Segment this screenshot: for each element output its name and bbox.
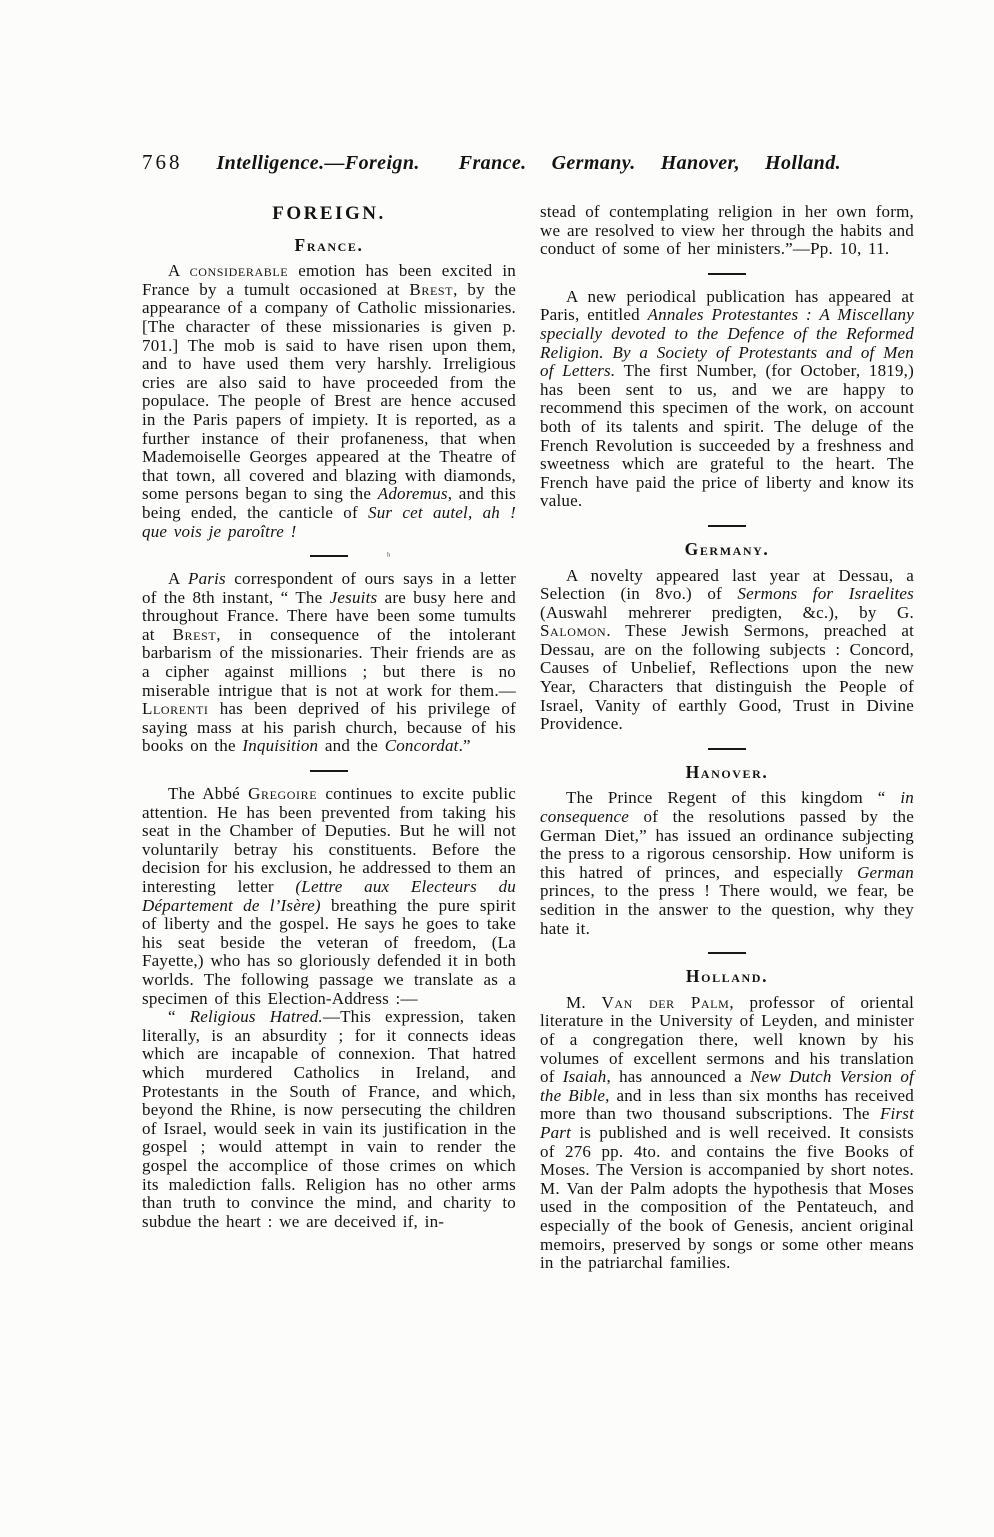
- paragraph: [142, 262, 516, 541]
- subsection-title: France.: [294, 234, 364, 255]
- subsection-title: Hanover.: [685, 761, 769, 782]
- text-run: The Prince Regent of this kingdom “: [566, 788, 901, 808]
- divider-rule: [310, 555, 348, 557]
- divider-rule: [708, 525, 746, 527]
- text-run: Gregoire: [248, 784, 318, 804]
- text-run: Sur cet autel, ah ! que vois je paroître !: [142, 502, 516, 541]
- page-content: [142, 150, 914, 1273]
- text-run: is published and is well received. It consists of 276 pp. 4to. and contains the five Books of Moses. The Version is accompanied by short notes. M. Van der Palm adopts the hypothesis that Moses used in the composition of the Pentateuch, and especially of the book of Genesis, ancient original memoirs, preserved by songs or some other means in the patriarchal families.: [540, 1122, 914, 1273]
- column-right: [540, 203, 914, 1273]
- divider-rule: [708, 748, 746, 750]
- text-run: .”: [458, 736, 471, 756]
- text-run: The first Number, (for October, 1819,) has been sent to us, and we are happy to recommend this specimen of the work, on account both of its talents and spirit. The deluge of the French Revolution is succeeded by a freshness and sweetness which are grateful to the heart. The French have paid the price of liberty and know its value.: [540, 361, 914, 511]
- text-run: —This expression, taken literally, is an absurdity ; for it connects ideas which are incapable of connexion. That hatred which murdered Catholics in Ireland, and Protestants in the South of France, and which, beyond the Rhine, is now persecuting the children of Israel, would seek in vain its justification in the gospel ; would attempt in vain to render the gospel the accomplice of those crimes on which its malediction falls. Religion has no other arms than truth to convince the mind, and charity to subdue the heart : we are deceived if, in-: [142, 1007, 516, 1231]
- text-run: Salomon: [540, 621, 607, 641]
- paragraph: [540, 567, 914, 734]
- subsection-title: Germany.: [684, 538, 770, 559]
- text-run: Isaiah: [562, 1067, 607, 1087]
- text-run: , has announced a: [606, 1067, 751, 1087]
- text-run: (Lettre aux Electeurs du Département de l’Isère): [142, 877, 516, 915]
- section-divider: [142, 551, 516, 563]
- text-run: Adoremus: [377, 484, 448, 504]
- text-run: , and this being ended, the canticle of: [142, 484, 516, 522]
- text-run: A new periodical publication has appeared at Paris, entitled: [540, 286, 914, 325]
- text-run: Religious Hatred.: [189, 1007, 323, 1027]
- text-run: Paris: [187, 569, 226, 589]
- paragraph: [540, 203, 914, 259]
- text-run: Concordat: [384, 736, 459, 756]
- text-run: Sermons for Israelites: [737, 584, 914, 604]
- text-run: and the: [318, 736, 385, 756]
- text-run: , in consequence of the intolerant barbarism of the missionaries. Their friends are as a cipher against millions ; but there is no miserable intrigue that is not at work for them.—: [142, 624, 516, 700]
- text-run: Brest: [172, 624, 217, 644]
- page-number: 768: [142, 150, 183, 174]
- text-run: , by the appearance of a company of Catholic missionaries. [The character of these missionaries is given p. 701.] The mob is said to have risen upon them, and to have used them very harshly. Irreligious cries are also said to have proceeded from the populace. The people of Brest are hence accused in the Paris papers of impiety. It is reported, as a further instance of their profaneness, that when Mademoiselle Georges appeared at the Theatre of that town, all covered and blazing with diamonds, some persons began to sing the: [142, 279, 516, 504]
- running-title-part: Germany.: [551, 152, 636, 174]
- text-run: considerable: [189, 261, 289, 281]
- section-divider: [540, 523, 914, 529]
- text-run: “: [168, 1007, 190, 1027]
- paragraph: [142, 785, 516, 1008]
- running-title: [217, 152, 842, 175]
- text-run: stead of contemplating religion in her own form, we are resolved to view her through the habits and conduct of some of her ministers.”—Pp. 10, 11.: [540, 202, 914, 259]
- running-title-part: France.: [458, 152, 527, 174]
- text-run: breathing the pure spirit of liberty and the gospel. He says he goes to take his seat beside the veteran of freedom, (La Fayette,) who has so gloriously defended it in both worlds. The following passage we translate as a specimen of this Election-Address :—: [142, 895, 516, 1008]
- section-divider: [540, 746, 914, 752]
- text-run: Brest: [409, 279, 454, 299]
- divider-rule: [310, 770, 348, 772]
- text-run: correspondent of ours says in a letter of the 8th instant, “ The: [142, 569, 516, 607]
- section-title: FOREIGN.: [272, 203, 386, 224]
- paragraph: [540, 288, 914, 511]
- divider-rule: [708, 952, 746, 954]
- section-divider: [540, 950, 914, 956]
- text-run: (Auswahl mehrerer predigten, &c.), by G.: [540, 602, 914, 622]
- text-run: are busy here and throughout France. There have been some tumults at: [142, 587, 516, 644]
- text-run: A novelty appeared last year at Dessau, a Selection (in 8vo.) of: [540, 565, 914, 604]
- section-divider: [142, 768, 516, 774]
- running-head: [142, 150, 914, 175]
- print-artifact: ʰ: [387, 551, 391, 563]
- text-run: First Part: [540, 1104, 914, 1142]
- paragraph: [142, 1008, 516, 1231]
- section-divider: [540, 271, 914, 277]
- text-run: A: [168, 569, 188, 589]
- text-run: A: [168, 261, 190, 281]
- text-run: New Dutch Version of the Bible: [540, 1067, 915, 1105]
- text-run: The Abbé: [168, 784, 249, 804]
- text-run: continues to excite public attention. He has been prevented from taking his seat in the Chamber of Deputies. But he will not voluntarily betray his constituents. Before the decision for his exclusion, he addressed to them an interesting letter: [142, 784, 517, 896]
- text-run: M.: [566, 992, 602, 1012]
- text-run: princes, to the press ! There would, we fear, be sedition in the answer to the question, why they hate it.: [540, 881, 914, 938]
- running-title-part: Holland.: [765, 152, 842, 174]
- text-run: . These Jewish Sermons, preached at Dessau, are on the following subjects : Concord, Causes of Unbelief, Reflections upon the new Year, Characters that distinguish the People of Israel, Vanity of earthly Good, Trust in Divine Providence.: [540, 621, 914, 734]
- paragraph: [540, 994, 914, 1273]
- text-run: Annales Protestantes : A Miscellany specially devoted to the Defence of the Reformed Religion. By a Society of Protestants and of Men of Letters.: [540, 305, 914, 381]
- subsection-title: Holland.: [685, 966, 769, 987]
- text-run: Llorenti: [142, 699, 209, 719]
- text-run: of the resolutions passed by the German Diet,” has issued an ordinance subjecting the press to a rigorous censorship. How uniform is this hatred of princes, and especially: [540, 807, 914, 882]
- text-columns: [142, 203, 914, 1273]
- paragraph: [540, 789, 914, 938]
- column-left: [142, 203, 516, 1273]
- running-title-part: Hanover,: [660, 152, 741, 174]
- text-run: Inquisition: [242, 736, 319, 756]
- divider-rule: [708, 273, 746, 275]
- paragraph: [142, 570, 516, 756]
- text-run: has been deprived of his privilege of saying mass at his parish church, because of his books on the: [142, 699, 516, 756]
- text-run: Jesuits: [329, 587, 378, 607]
- text-run: Van der Palm: [601, 992, 730, 1012]
- text-run: in consequence: [540, 788, 914, 827]
- text-run: , and in less than six months has received more than two thousand subscriptions. The: [540, 1085, 914, 1124]
- text-run: , professor of oriental literature in the University of Leyden, and minister of a congregation there, well known by his volumes of excellent sermons and his translation of: [540, 992, 914, 1087]
- running-title-part: Intelligence.—Foreign.: [216, 152, 420, 174]
- text-run: emotion has been excited in France by a tumult occasioned at: [142, 261, 516, 299]
- text-run: German: [857, 862, 914, 882]
